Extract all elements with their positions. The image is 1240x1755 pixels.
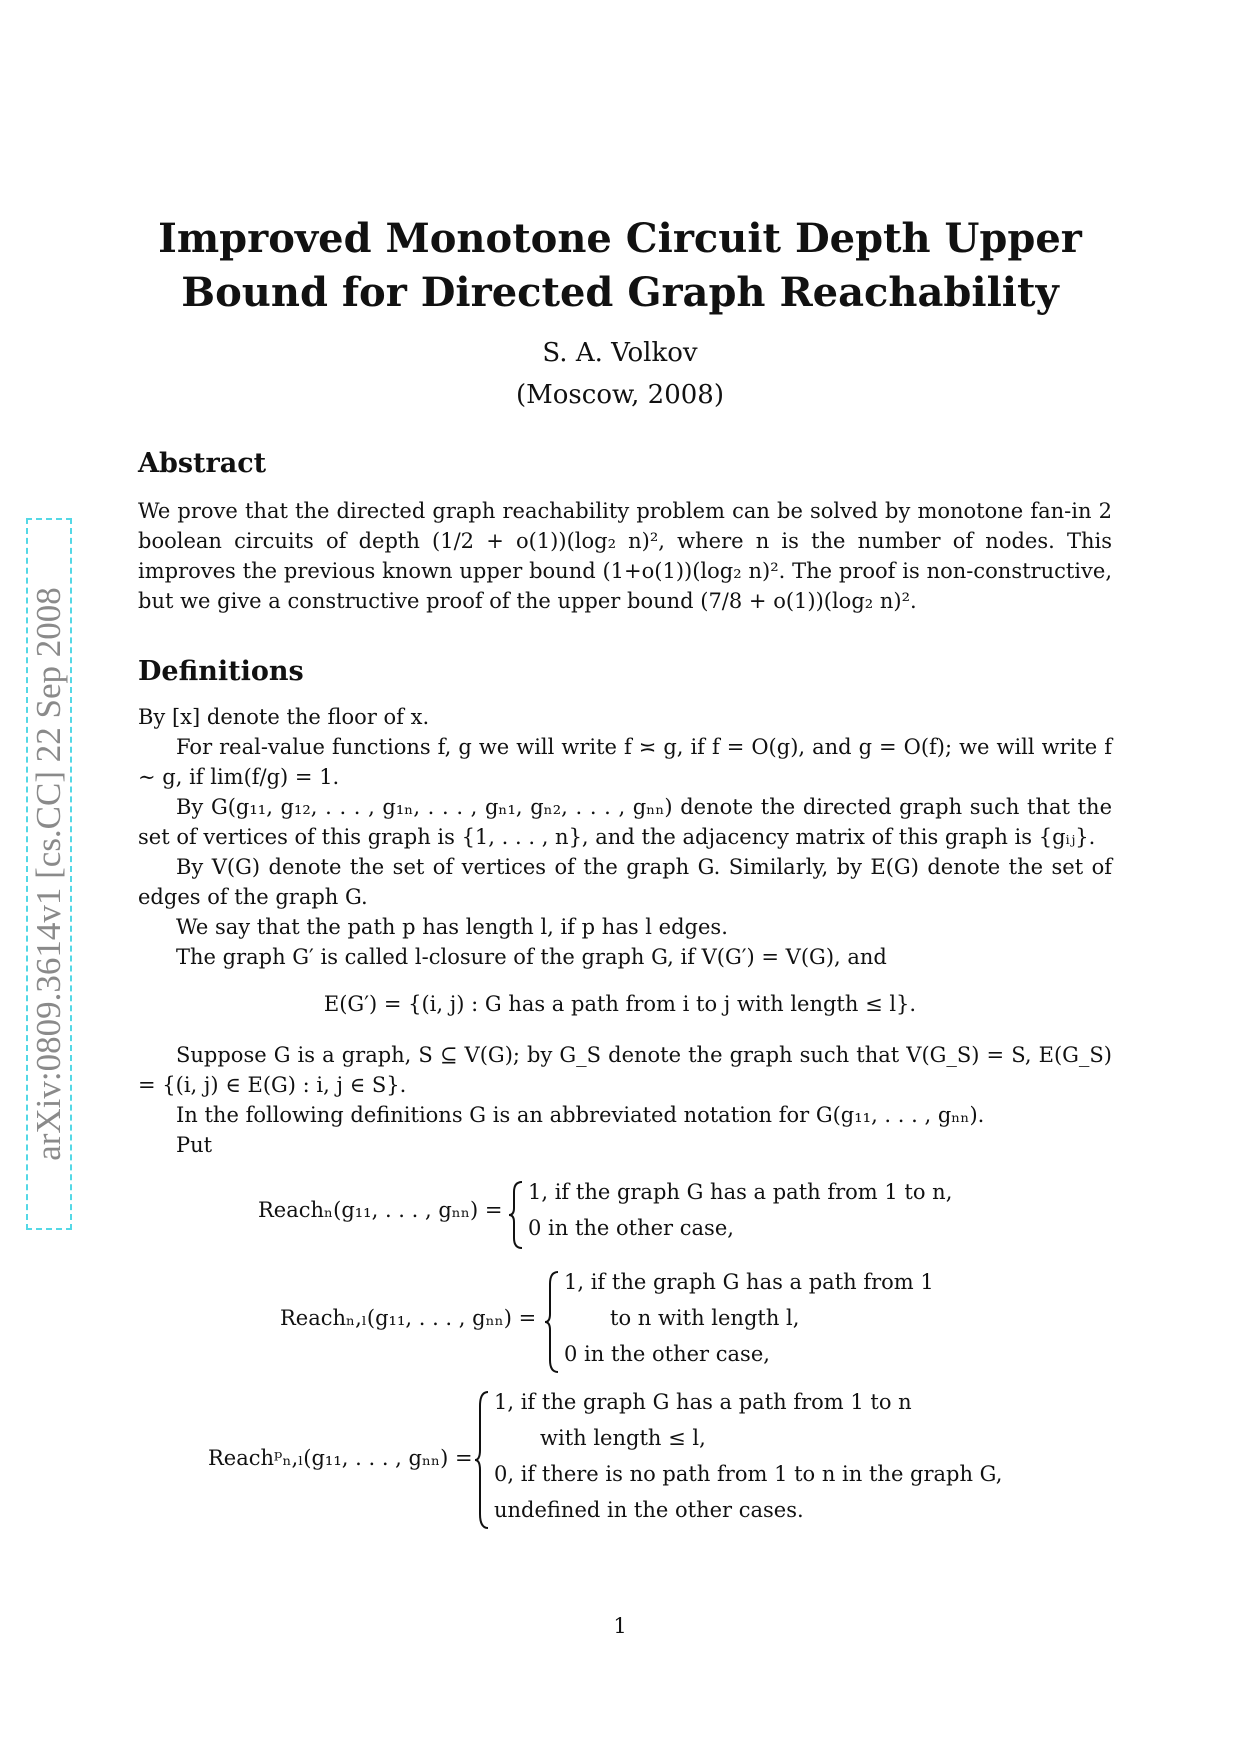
author-affiliation: (Moscow, 2008) bbox=[516, 380, 724, 410]
equation-case: 0, if there is no path from 1 to n in the graph G, bbox=[494, 1462, 1003, 1486]
author-name: S. A. Volkov bbox=[542, 338, 698, 368]
equation-case: 0 in the other case, bbox=[528, 1216, 734, 1240]
equation-lhs: Reachₙ(g₁₁, . . . , gₙₙ) = bbox=[258, 1198, 503, 1222]
equation-case: 1, if the graph G has a path from 1 bbox=[564, 1270, 934, 1294]
def-paragraph: By V(G) denote the set of vertices of the graph G. Similarly, by E(G) denote the set of edges of the graph G. bbox=[138, 855, 1112, 909]
equation-case: undefined in the other cases. bbox=[494, 1498, 804, 1522]
left-brace bbox=[474, 1390, 490, 1530]
def-paragraph: In the following definitions G is an abbreviated notation for G(g₁₁, . . . , gₙₙ). bbox=[176, 1103, 985, 1127]
closure-equation: E(G′) = {(i, j) : G has a path from i to j with length ≤ l}. bbox=[323, 992, 917, 1016]
equation-case: 1, if the graph G has a path from 1 to n bbox=[494, 1390, 912, 1414]
def-paragraph: The graph G′ is called l-closure of the graph G, if V(G′) = V(G), and bbox=[176, 945, 887, 969]
equation-lhs: Reachₙ,ₗ(g₁₁, . . . , gₙₙ) = bbox=[280, 1306, 537, 1330]
title-line-2: Bound for Directed Graph Reachability bbox=[181, 269, 1059, 316]
title-line-1: Improved Monotone Circuit Depth Upper bbox=[158, 215, 1082, 262]
definitions-body-continued bbox=[138, 1040, 1112, 1160]
def-paragraph: By G(g₁₁, g₁₂, . . . , g₁ₙ, . . . , gₙ₁, gₙ₂, . . . , gₙₙ) denote the directed graph such that the set of vertices of this graph is {1, . . . , n}, and the adjacency matrix of this graph is {gᵢⱼ}. bbox=[138, 795, 1112, 849]
abstract-heading: Abstract bbox=[138, 448, 267, 479]
definitions-body bbox=[138, 702, 1112, 972]
page-number: 1 bbox=[613, 1614, 627, 1638]
def-paragraph: By [x] denote the floor of x. bbox=[138, 705, 430, 729]
abstract-text: We prove that the directed graph reachability problem can be solved by monotone fan-in 2 boolean circuits of depth (1/2 + o(1))(log₂ n)², where n is the number of nodes. This improves the previous known upper bound (1+o(1))(log₂ n)². The proof is non-constructive, but we give a constructive proof of the upper bound (7/8 + o(1))(log₂ n)². bbox=[138, 499, 1112, 613]
equation-case: 0 in the other case, bbox=[564, 1342, 770, 1366]
arxiv-stamp: arXiv:0809.3614v1 [cs.CC] 22 Sep 2008 bbox=[29, 587, 68, 1161]
abstract-body bbox=[138, 496, 1112, 616]
equation-case: 1, if the graph G has a path from 1 to n, bbox=[528, 1180, 953, 1204]
equation-case-continuation: with length ≤ l, bbox=[540, 1426, 706, 1450]
left-brace bbox=[544, 1270, 560, 1374]
def-paragraph: We say that the path p has length l, if p has l edges. bbox=[176, 915, 728, 939]
def-paragraph: For real-value functions f, g we will write f ≍ g, if f = O(g), and g = O(f); we will write f ∼ g, if lim(f/g) = 1. bbox=[138, 735, 1112, 789]
equation-lhs: Reachᵖₙ,ₗ(g₁₁, . . . , gₙₙ) = bbox=[208, 1446, 473, 1470]
equation-case-continuation: to n with length l, bbox=[610, 1306, 800, 1330]
definitions-heading: Definitions bbox=[138, 656, 304, 687]
def-paragraph: Suppose G is a graph, S ⊆ V(G); by G_S denote the graph such that V(G_S) = S, E(G_S) = {(i, j) ∈ E(G) : i, j ∈ S}. bbox=[138, 1043, 1112, 1097]
def-paragraph: Put bbox=[176, 1133, 213, 1157]
paper-title bbox=[140, 212, 1100, 320]
left-brace bbox=[508, 1180, 524, 1250]
